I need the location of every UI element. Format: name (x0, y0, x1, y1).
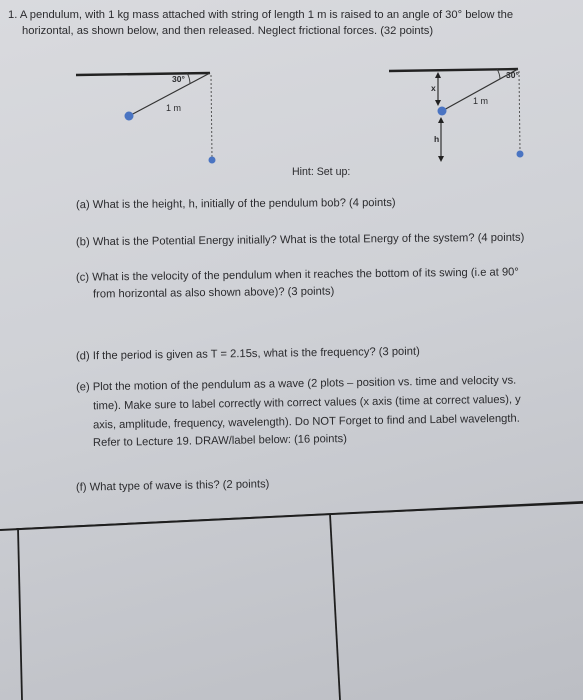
question-b: (b) What is the Potential Energy initially? What is the total Energy of the system? (4 points) (75, 231, 525, 249)
answer-drawing-area (0, 502, 583, 700)
question-a: (a) What is the height, h, initially of the pendulum bob? (4 points) (75, 196, 396, 212)
left-angle-arc (187, 73, 190, 84)
problem-statement-line-2: horizontal, as shown below, and then released. Neglect frictional forces. (32 points) (22, 25, 434, 37)
left-length-label: 1 m (166, 103, 182, 113)
left-box-top-edge (16, 514, 330, 529)
question-c-line-2: from horizontal as also shown above)? (3 points) (92, 285, 335, 301)
x-arrow-up-icon (435, 72, 441, 78)
problem-statement-line-1: 1. A pendulum, with 1 kg mass attached with string of length 1 m is raised to an angle of 30° below the (8, 9, 514, 21)
x-arrow-down-icon (435, 100, 441, 106)
right-bottom-bob (517, 151, 524, 158)
h-arrow-up-icon (438, 117, 444, 123)
right-ceiling-line (389, 69, 518, 71)
question-e-line-3: axis, amplitude, frequency, wavelength). Do NOT Forget to find and Label wavelength. (92, 412, 520, 432)
question-e-line-2: time). Make sure to label correctly with correct values (x axis (time at correct values), y (92, 393, 521, 413)
right-pendulum-diagram (389, 69, 524, 162)
h-label: h (434, 134, 440, 144)
left-bottom-bob (209, 157, 216, 164)
x-label: x (431, 83, 436, 93)
right-pendulum-bob (438, 107, 447, 116)
left-vertical-dashed-line (211, 75, 212, 158)
right-length-label: 1 m (473, 96, 489, 106)
question-e-line-1: (e) Plot the motion of the pendulum as a wave (2 plots – position vs. time and velocity vs. (75, 374, 517, 394)
right-box-top-edge (330, 503, 583, 514)
question-d: (d) If the period is given as T = 2.15s, what is the frequency? (3 point) (75, 345, 420, 363)
question-f: (f) What type of wave is this? (2 points) (75, 478, 270, 494)
question-e-line-4: Refer to Lecture 19. DRAW/label below: (16 points) (92, 433, 347, 449)
drawing-box-left-edge (18, 528, 22, 700)
left-ceiling-line (76, 73, 210, 75)
drawing-box-divider (330, 514, 340, 700)
right-angle-label: 30° (506, 70, 519, 80)
left-angle-label: 30° (172, 74, 185, 84)
h-arrow-down-icon (438, 156, 444, 162)
left-pendulum-diagram (76, 73, 216, 164)
hint-text: Hint: Set up: (292, 166, 351, 178)
question-c-line-1: (c) What is the velocity of the pendulum when it reaches the bottom of its swing (i.e at 90° (75, 266, 519, 284)
left-pendulum-bob (125, 112, 134, 121)
right-vertical-dashed-line (519, 71, 520, 152)
